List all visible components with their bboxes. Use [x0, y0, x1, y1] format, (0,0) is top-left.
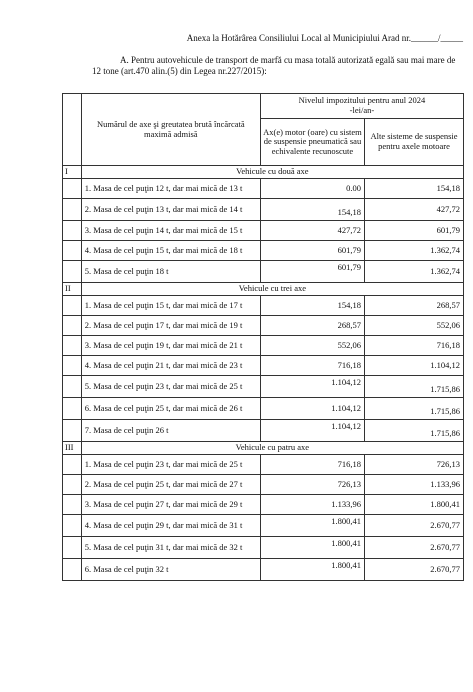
value-other: 427,72 — [365, 199, 464, 221]
table-row — [63, 495, 464, 515]
table-row — [63, 398, 464, 420]
section-title: Vehicule cu patru axe — [81, 442, 463, 455]
table-row — [63, 316, 464, 336]
row-label: 6. Masa de cel puţin 32 t — [81, 559, 260, 581]
row-label: 5. Masa de cel puţin 18 t — [81, 261, 260, 283]
value-other: 601,79 — [365, 221, 464, 241]
value-pneumatic: 1.104,12 — [260, 398, 364, 420]
value-pneumatic: 552,06 — [260, 336, 364, 356]
value-pneumatic: 154,18 — [260, 296, 364, 316]
value-other: 1.362,74 — [365, 241, 464, 261]
row-blank-cell — [63, 398, 82, 420]
value-pneumatic: 268,57 — [260, 316, 364, 336]
header-blank-cell — [63, 94, 82, 166]
value-other: 2.670,77 — [365, 515, 464, 537]
row-blank-cell — [63, 420, 82, 442]
table-row — [63, 199, 464, 221]
value-pneumatic: 601,79 — [260, 241, 364, 261]
row-blank-cell — [63, 455, 82, 475]
value-pneumatic: 716,18 — [260, 356, 364, 376]
row-blank-cell — [63, 559, 82, 581]
value-other: 1.715,86 — [365, 376, 464, 398]
value-pneumatic: 1.104,12 — [260, 376, 364, 398]
table-row — [63, 179, 464, 199]
row-blank-cell — [63, 537, 82, 559]
header-tax-level — [260, 94, 463, 119]
table-row — [63, 376, 464, 398]
table-row — [63, 356, 464, 376]
row-label: 4. Masa de cel puţin 29 t, dar mai mică de 31 t — [81, 515, 260, 537]
table-row — [63, 296, 464, 316]
table-row — [63, 420, 464, 442]
row-label: 2. Masa de cel puţin 13 t, dar mai mică de 14 t — [81, 199, 260, 221]
value-other: 1.133,96 — [365, 475, 464, 495]
table-row — [63, 241, 464, 261]
value-pneumatic: 726,13 — [260, 475, 364, 495]
row-label: 1. Masa de cel puţin 15 t, dar mai mică de 17 t — [81, 296, 260, 316]
intro-paragraph: A. Pentru autovehicule de transport de marfă cu masa totală autorizată egală sau mai mare de 12 tone (art.470 alin.(5) din Legea nr.227/2015): — [92, 55, 456, 76]
section-row — [63, 166, 464, 179]
value-other: 2.670,77 — [365, 559, 464, 581]
row-blank-cell — [63, 376, 82, 398]
section-row — [63, 283, 464, 296]
value-pneumatic: 1.104,12 — [260, 420, 364, 442]
header-axles-weight: Numărul de axe şi greutatea brută încărcată maximă admisă — [81, 94, 260, 166]
table-header-row — [63, 94, 464, 119]
row-label: 7. Masa de cel puţin 26 t — [81, 420, 260, 442]
row-blank-cell — [63, 316, 82, 336]
row-blank-cell — [63, 495, 82, 515]
row-label: 4. Masa de cel puţin 21 t, dar mai mică de 23 t — [81, 356, 260, 376]
table-row — [63, 475, 464, 495]
value-other: 1.800,41 — [365, 495, 464, 515]
row-blank-cell — [63, 515, 82, 537]
value-other: 552,06 — [365, 316, 464, 336]
row-blank-cell — [63, 296, 82, 316]
header-other-suspension: Alte sisteme de suspensie pentru axele motoare — [365, 119, 464, 166]
table-row — [63, 537, 464, 559]
value-pneumatic: 0.00 — [260, 179, 364, 199]
value-other: 2.670,77 — [365, 537, 464, 559]
value-pneumatic: 716,18 — [260, 455, 364, 475]
row-label: 3. Masa de cel puţin 14 t, dar mai mică de 15 t — [81, 221, 260, 241]
row-blank-cell — [63, 356, 82, 376]
tax-table — [62, 93, 464, 581]
value-other: 1.362,74 — [365, 261, 464, 283]
section-row — [63, 442, 464, 455]
value-other: 726,13 — [365, 455, 464, 475]
section-number: II — [63, 283, 82, 296]
value-pneumatic: 154,18 — [260, 199, 364, 221]
value-other: 1.715,86 — [365, 420, 464, 442]
table-row — [63, 336, 464, 356]
header-pneumatic-suspension: Ax(e) motor (oare) cu sistem de suspensie pneumatică sau echivalente recunoscute — [260, 119, 364, 166]
table-row — [63, 261, 464, 283]
row-blank-cell — [63, 221, 82, 241]
value-pneumatic: 1.800,41 — [260, 515, 364, 537]
row-label: 3. Masa de cel puţin 19 t, dar mai mică de 21 t — [81, 336, 260, 356]
value-pneumatic: 601,79 — [260, 261, 364, 283]
row-label: 6. Masa de cel puţin 25 t, dar mai mică de 26 t — [81, 398, 260, 420]
row-label: 1. Masa de cel puţin 12 t, dar mai mică de 13 t — [81, 179, 260, 199]
section-number: I — [63, 166, 82, 179]
value-other: 154,18 — [365, 179, 464, 199]
row-blank-cell — [63, 336, 82, 356]
row-label: 3. Masa de cel puţin 27 t, dar mai mică de 29 t — [81, 495, 260, 515]
value-pneumatic: 1.800,41 — [260, 537, 364, 559]
annex-header: Anexa la Hotărârea Consiliului Local al Municipiului Arad nr.______/_____ — [186, 33, 463, 43]
table-row — [63, 221, 464, 241]
value-pneumatic: 1.800,41 — [260, 559, 364, 581]
table-row — [63, 559, 464, 581]
header-tax-year: Nivelul impozitului pentru anul 2024 — [298, 95, 426, 106]
value-pneumatic: 427,72 — [260, 221, 364, 241]
row-label: 5. Masa de cel puţin 31 t, dar mai mică de 32 t — [81, 537, 260, 559]
header-tax-unit: -lei/an- — [349, 105, 375, 115]
value-other: 268,57 — [365, 296, 464, 316]
section-title: Vehicule cu trei axe — [81, 283, 463, 296]
value-pneumatic: 1.133,96 — [260, 495, 364, 515]
value-other: 1.715,86 — [365, 398, 464, 420]
row-blank-cell — [63, 199, 82, 221]
table-row — [63, 455, 464, 475]
value-other: 716,18 — [365, 336, 464, 356]
row-blank-cell — [63, 261, 82, 283]
value-other: 1.104,12 — [365, 356, 464, 376]
row-blank-cell — [63, 241, 82, 261]
section-number: III — [63, 442, 82, 455]
table-row — [63, 515, 464, 537]
row-blank-cell — [63, 475, 82, 495]
row-label: 2. Masa de cel puţin 25 t, dar mai mică de 27 t — [81, 475, 260, 495]
row-label: 1. Masa de cel puţin 23 t, dar mai mică de 25 t — [81, 455, 260, 475]
row-label: 2. Masa de cel puţin 17 t, dar mai mică de 19 t — [81, 316, 260, 336]
section-title: Vehicule cu două axe — [81, 166, 463, 179]
row-blank-cell — [63, 179, 82, 199]
row-label: 4. Masa de cel puţin 15 t, dar mai mică de 18 t — [81, 241, 260, 261]
row-label: 5. Masa de cel puţin 23 t, dar mai mică de 25 t — [81, 376, 260, 398]
